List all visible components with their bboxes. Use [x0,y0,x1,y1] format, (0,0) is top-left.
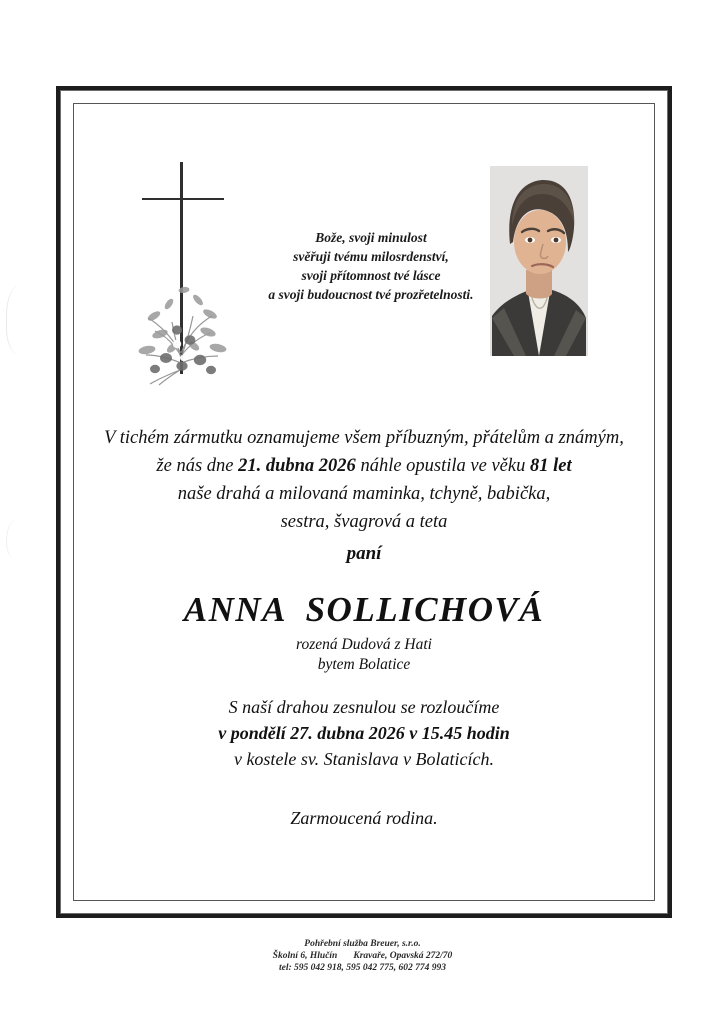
announcement-line-2-middle: náhle opustila ve věku [355,456,530,476]
verse-line-3: svoji přítomnost tvé lásce [301,268,441,283]
verse-line-1: Bože, svoji minulost [315,230,427,245]
announcement-card [56,86,672,918]
scan-artifact-secondary [6,520,23,560]
name-block [70,541,658,675]
footer-company: Pohřební služba Breuer, s.r.o. [304,939,421,949]
age-at-death: 81 let [529,456,572,476]
scan-artifact [6,285,23,355]
footer-address-2: Kravaře, Opavská 272/70 [353,951,453,961]
announcement-line-4: sestra, švagrová a teta [280,512,448,532]
funeral-service-footer [0,938,725,974]
announcement-line-2 [70,452,658,480]
verse-text [231,228,511,304]
death-date: 21. dubna 2026 [238,456,356,476]
verse-line-4: a svoji budoucnost tvé prozřetelnosti. [268,287,474,302]
farewell-datetime [70,720,658,746]
farewell-details [70,694,658,772]
farewell-line-1: S naší drahou zesnulou se rozloučíme [228,697,500,717]
announcement-line-2-prefix: že nás dne [156,456,239,476]
closing-text: Zarmoucená rodina. [290,808,438,828]
announcement-line-1: V tichém zármutku oznamujeme všem příbuzným, přátelům a známým, [104,428,624,448]
announcement-text [70,424,658,536]
residence: bytem Bolatice [317,656,411,673]
farewell-location: v kostele sv. Stanislava v Bolaticích. [233,749,495,769]
maiden-name: rozená Dudová z Hati [296,636,432,653]
footer-addresses [0,950,725,962]
footer-address-1: Školní 6, Hlučín [272,951,338,961]
verse-line-2: svěřuji tvému milosrdenství, [293,249,449,264]
farewell-datetime-text: v pondělí 27. dubna 2026 v 15.45 hodin [218,723,510,743]
announcement-line-3: naše drahá a milovaná maminka, tchyně, babička, [177,484,551,504]
honorific: paní [346,543,382,564]
deceased-name: ANNA SOLLICHOVÁ [183,590,545,629]
footer-phones: tel: 595 042 918, 595 042 775, 602 774 993 [278,963,447,973]
